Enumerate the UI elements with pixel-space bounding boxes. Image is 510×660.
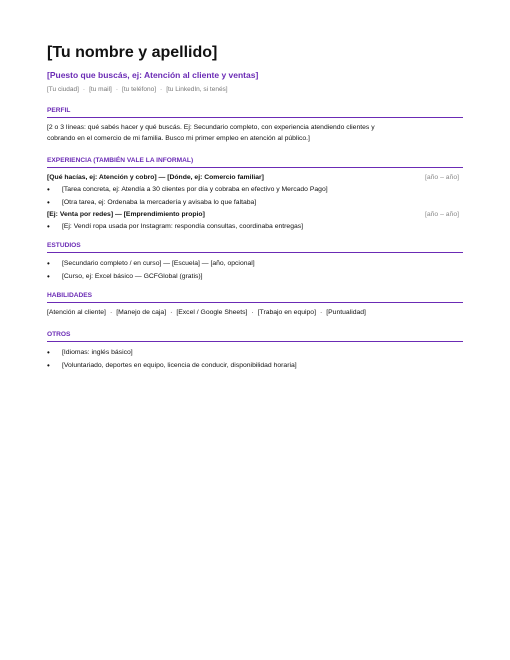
contact-linkedin: [tu LinkedIn, si tenés] — [166, 86, 228, 93]
skill-separator: · — [251, 309, 254, 316]
job-entry — [47, 172, 463, 209]
contact-phone: [tu teléfono] — [122, 86, 157, 93]
job-entry — [47, 209, 463, 233]
skill-separator: · — [319, 309, 323, 316]
job-title: [Ej: Venta por redes] — [Emprendimiento propio] — [47, 211, 205, 218]
job-dates: [año – año] — [424, 211, 459, 218]
skill-item: [Manejo de caja] — [116, 309, 167, 316]
skill-item: [Excel / Google Sheets] — [176, 309, 248, 316]
section-title-other: OTROS — [47, 331, 71, 338]
skill-separator: · — [170, 309, 173, 316]
job-title: [Qué hacías, ej: Atención y cobro] — [Dónde, ej: Comercio familiar] — [47, 174, 264, 181]
section-divider — [47, 341, 463, 342]
section-title-profile: PERFIL — [47, 107, 71, 114]
job-header — [47, 209, 463, 220]
target-position: [Puesto que buscás, ej: Atención al cliente y ventas] — [47, 70, 259, 80]
education-list — [47, 257, 463, 283]
education-item: • [Secundario completo / en curso] — [Escuela] — [año, opcional] — [47, 257, 463, 270]
skill-item: [Puntualidad] — [326, 309, 366, 316]
skill-item: [Trabajo en equipo] — [257, 309, 316, 316]
contact-separator: · — [160, 86, 163, 93]
job-bullet: • [Ej: Vendí ropa usada por Instagram: respondía consultas, coordinaba entregas] — [47, 220, 463, 233]
contact-separator: · — [82, 86, 86, 93]
job-bullets — [47, 183, 463, 209]
section-divider — [47, 167, 463, 168]
contact-line — [47, 85, 463, 94]
job-header — [47, 172, 463, 183]
profile-text — [47, 122, 463, 144]
section-divider — [47, 302, 463, 303]
education-item: • [Curso, ej: Excel básico — GCFGlobal (gratis)] — [47, 270, 463, 283]
contact-email: [tu mail] — [89, 86, 112, 93]
skills-line — [47, 307, 463, 318]
section-title-skills: HABILIDADES — [47, 292, 93, 299]
job-dates: [año – año] — [424, 174, 459, 181]
profile-text-line: [2 o 3 líneas: qué sabés hacer y qué buscás. Ej: Secundario completo, con experiencia atendiendo clientes y — [47, 124, 375, 131]
job-bullets — [47, 220, 463, 233]
job-bullet: • [Tarea concreta, ej: Atendía a 30 clientes por día y cobraba en efectivo y Mercado Pago] — [47, 183, 463, 196]
section-title-experience: EXPERIENCIA (TAMBIÉN VALE LA INFORMAL) — [47, 157, 194, 164]
other-item: • [Voluntariado, deportes en equipo, licencia de conducir, disponibilidad horaria] — [47, 359, 463, 372]
other-item: • [Idiomas: inglés básico] — [47, 346, 463, 359]
contact-separator: · — [115, 86, 119, 93]
section-divider — [47, 252, 463, 253]
section-divider — [47, 117, 463, 118]
contact-city: [Tu ciudad] — [47, 86, 79, 93]
skill-item: [Atención al cliente] — [47, 309, 106, 316]
section-title-education: ESTUDIOS — [47, 242, 81, 249]
profile-text-line: cobrando en el comercio de mi familia. Busco mi primer empleo en atención al público.] — [47, 135, 310, 142]
candidate-name: [Tu nombre y apellido] — [47, 44, 218, 61]
other-list — [47, 346, 463, 372]
job-bullet: • [Otra tarea, ej: Ordenaba la mercadería y avisaba lo que faltaba] — [47, 196, 463, 209]
skill-separator: · — [109, 309, 113, 316]
